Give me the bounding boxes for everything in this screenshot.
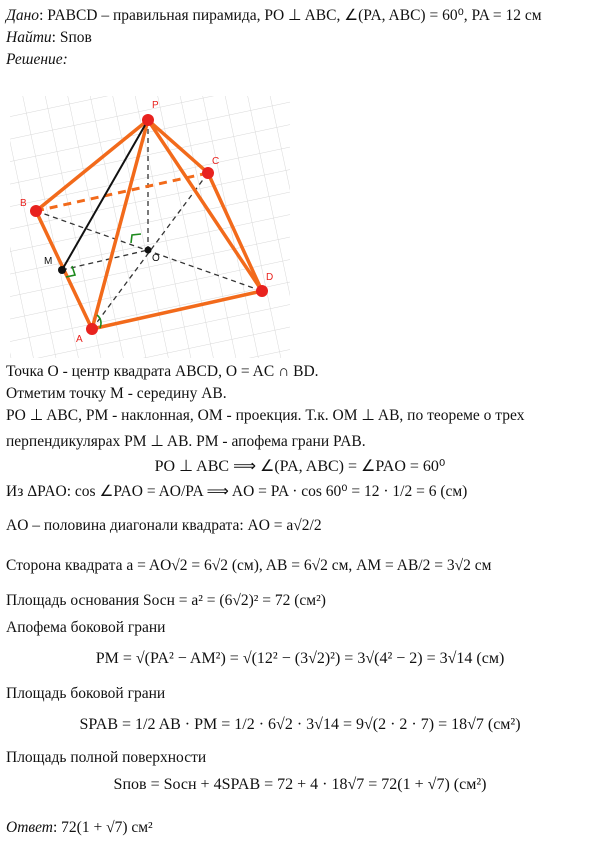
label-m: M [44, 256, 53, 267]
label-d: D [266, 272, 274, 283]
solution-line-side: Сторона квадрата a = AO√2 = 6√2 (см), AB = 6√2 см, AM = AB/2 = 3√2 см [6, 557, 492, 574]
solution-formula-angle: PO ⊥ ABC ⟹ ∠(PA, ABC) = ∠PAO = 60⁰ [154, 458, 446, 475]
vertex-p [142, 114, 154, 126]
solution-heading-apothem: Апофема боковой грани [6, 619, 166, 636]
answer-text: : 72(1 + √7) см² [52, 819, 153, 836]
solution-line-cos: Из ΔPAO: cos ∠PAO = AO/PA ⟹ AO = PA · cos 60⁰ = 12 · 1/2 = 6 (см) [6, 483, 468, 500]
solution-heading-total: Площадь полной поверхности [6, 749, 207, 766]
answer-line [6, 818, 153, 837]
solution-line-3: PO ⊥ ABC, PM - наклонная, OM - проекция. Т.к. OM ⊥ AB, по теореме о трех [6, 407, 525, 424]
solution-line-4: перпендикулярах PM ⊥ AB. PM - апофема грани PAB. [6, 433, 366, 450]
find-text: : Sпов [51, 29, 92, 46]
vertex-d [256, 285, 268, 297]
pyramid-figure [0, 96, 300, 358]
vertex-c [202, 167, 214, 179]
label-p: P [152, 100, 159, 111]
vertex-o [145, 247, 152, 254]
given-label: Дано [6, 7, 40, 24]
solution-label: Решение: [6, 51, 68, 68]
given-line [6, 6, 542, 25]
vertex-b [30, 205, 42, 217]
find-label: Найти [6, 29, 52, 46]
solution-line-1: Точка O - центр квадрата ABCD, O = AC ∩ BD. [6, 363, 319, 380]
solution-line-ao: AO – половина диагонали квадрата: AO = a√2/2 [6, 517, 322, 534]
solution-heading-lateral: Площадь боковой грани [6, 685, 166, 702]
solution-formula-total: Sпов = Sосн + 4SPAB = 72 + 4 · 18√7 = 72(1 + √7) (см²) [113, 776, 487, 793]
solution-formula-pm: PM = √(PA² − AM²) = √(12² − (3√2)²) = 3√(4² − 2) = 3√14 (см) [95, 650, 505, 667]
solution-formula-spab: SPAB = 1/2 AB · PM = 1/2 · 6√2 · 3√14 = 9√(2 · 2 · 7) = 18√7 (см²) [79, 716, 521, 733]
label-c: C [212, 156, 220, 167]
vertex-m [58, 266, 66, 274]
answer-label: Ответ [6, 819, 53, 836]
label-a: A [76, 334, 83, 345]
grid-background [10, 96, 290, 358]
label-b: B [20, 198, 27, 209]
label-o: O [152, 253, 160, 264]
given-text: : PABCD – правильная пирамида, PO ⊥ ABC, ∠(PA, ABC) = 60⁰, PA = 12 см [39, 7, 542, 24]
solution-line-base-area: Площадь основания Sосн = a² = (6√2)² = 72 (см²) [6, 592, 326, 609]
solution-line-2: Отметим точку M - середину AB. [6, 385, 227, 402]
find-line [6, 28, 92, 47]
vertex-a [86, 323, 98, 335]
